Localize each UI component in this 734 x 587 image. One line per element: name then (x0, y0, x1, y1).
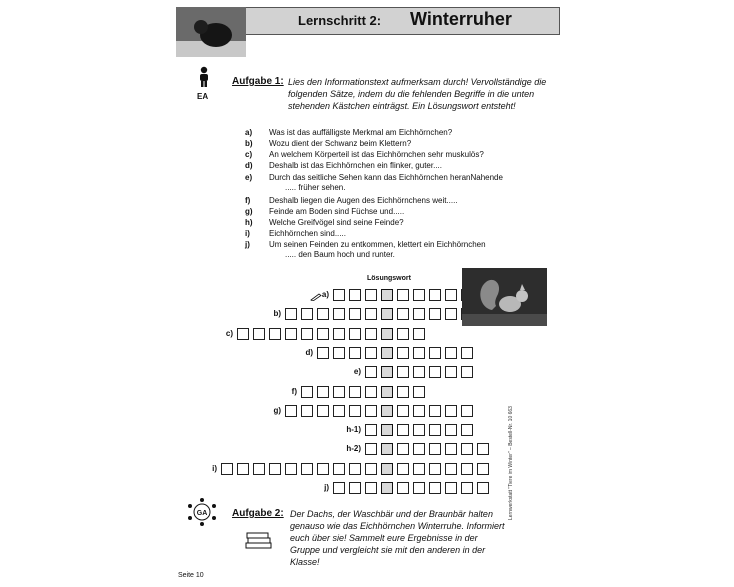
puzzle-cell[interactable] (397, 328, 409, 340)
question-text: Feinde am Boden sind Füchse und..... (269, 207, 405, 216)
puzzle-cell[interactable] (445, 405, 457, 417)
puzzle-cell[interactable] (365, 405, 377, 417)
puzzle-cell[interactable] (365, 366, 377, 378)
question-letter: a) (245, 128, 253, 137)
puzzle-cell[interactable] (397, 386, 409, 398)
puzzle-cell[interactable] (445, 482, 457, 494)
puzzle-cell[interactable] (397, 366, 409, 378)
puzzle-cell[interactable] (429, 463, 441, 475)
puzzle-cell[interactable] (333, 328, 345, 340)
puzzle-cell[interactable] (397, 443, 409, 455)
puzzle-cell[interactable] (301, 308, 313, 320)
puzzle-cell[interactable] (349, 405, 361, 417)
puzzle-cell[interactable] (461, 482, 473, 494)
solution-cell[interactable] (381, 366, 393, 378)
question-text: An welchem Körperteil ist das Eichhörnchen sehr muskulös? (269, 150, 484, 159)
puzzle-row-label: e) (353, 367, 361, 376)
puzzle-cell[interactable] (317, 347, 329, 359)
squirrel-photo (462, 268, 547, 326)
puzzle-cell[interactable] (461, 366, 473, 378)
puzzle-cell[interactable] (445, 308, 457, 320)
puzzle-cell[interactable] (317, 463, 329, 475)
question-text: Welche Greifvögel sind seine Feinde? (269, 218, 404, 227)
puzzle-cell[interactable] (445, 347, 457, 359)
solution-cell[interactable] (381, 482, 393, 494)
puzzle-row-label: c) (225, 329, 233, 338)
puzzle-cell[interactable] (349, 463, 361, 475)
puzzle-cell[interactable] (285, 405, 297, 417)
question-text-continued: ..... früher sehen. (285, 183, 346, 192)
question-letter: g) (245, 207, 253, 216)
solution-cell[interactable] (381, 328, 393, 340)
puzzle-cell[interactable] (333, 308, 345, 320)
puzzle-cell[interactable] (349, 347, 361, 359)
puzzle-cell[interactable] (413, 443, 425, 455)
puzzle-cell[interactable] (365, 443, 377, 455)
puzzle-cell[interactable] (445, 366, 457, 378)
puzzle-cell[interactable] (413, 366, 425, 378)
puzzle-cell[interactable] (413, 308, 425, 320)
puzzle-cell[interactable] (365, 386, 377, 398)
puzzle-cell[interactable] (333, 463, 345, 475)
puzzle-cell[interactable] (429, 308, 441, 320)
puzzle-cell[interactable] (301, 386, 313, 398)
puzzle-cell[interactable] (317, 386, 329, 398)
work-mode-label: EA (197, 92, 209, 101)
puzzle-cell[interactable] (285, 308, 297, 320)
puzzle-cell[interactable] (461, 443, 473, 455)
puzzle-cell[interactable] (413, 405, 425, 417)
puzzle-cell[interactable] (253, 328, 265, 340)
puzzle-cell[interactable] (349, 308, 361, 320)
puzzle-cell[interactable] (301, 463, 313, 475)
puzzle-cell[interactable] (269, 463, 281, 475)
puzzle-cell[interactable] (285, 463, 297, 475)
puzzle-cell[interactable] (445, 443, 457, 455)
puzzle-cell[interactable] (333, 347, 345, 359)
puzzle-cell[interactable] (413, 424, 425, 436)
puzzle-cell[interactable] (413, 289, 425, 301)
puzzle-cell[interactable] (397, 482, 409, 494)
solution-cell[interactable] (381, 424, 393, 436)
puzzle-cell[interactable] (333, 482, 345, 494)
puzzle-cell[interactable] (269, 328, 281, 340)
puzzle-cell[interactable] (333, 386, 345, 398)
puzzle-cell[interactable] (349, 386, 361, 398)
puzzle-cell[interactable] (445, 424, 457, 436)
task2-label: Aufgabe 2: (232, 508, 284, 519)
puzzle-cell[interactable] (461, 405, 473, 417)
puzzle-cell[interactable] (429, 347, 441, 359)
question-text: Deshalb ist das Eichhörnchen ein flinker, guter.... (269, 161, 442, 170)
puzzle-cell[interactable] (397, 347, 409, 359)
books-icon (244, 530, 274, 550)
puzzle-cell[interactable] (477, 443, 489, 455)
question-text: Was ist das auffälligste Merkmal am Eichhörnchen? (269, 128, 453, 137)
puzzle-cell[interactable] (429, 289, 441, 301)
puzzle-cell[interactable] (221, 463, 233, 475)
page-number: Seite 10 (178, 572, 204, 579)
puzzle-cell[interactable] (349, 328, 361, 340)
puzzle-cell[interactable] (461, 424, 473, 436)
puzzle-cell[interactable] (429, 424, 441, 436)
puzzle-cell[interactable] (413, 386, 425, 398)
question-letter: i) (245, 229, 250, 238)
question-letter: d) (245, 161, 253, 170)
question-text: Durch das seitliche Sehen kann das Eichhörnchen heranNahende (269, 173, 503, 182)
puzzle-cell[interactable] (333, 405, 345, 417)
question-letter: j) (245, 240, 250, 249)
puzzle-cell[interactable] (429, 405, 441, 417)
puzzle-cell[interactable] (237, 463, 249, 475)
puzzle-cell[interactable] (365, 328, 377, 340)
puzzle-cell[interactable] (461, 347, 473, 359)
svg-text:GA: GA (196, 510, 208, 517)
puzzle-cell[interactable] (397, 405, 409, 417)
puzzle-cell[interactable] (413, 328, 425, 340)
puzzle-cell[interactable] (349, 482, 361, 494)
question-text: Wozu dient der Schwanz beim Klettern? (269, 139, 412, 148)
puzzle-cell[interactable] (445, 463, 457, 475)
puzzle-cell[interactable] (317, 308, 329, 320)
puzzle-row-label: h-1) (346, 425, 361, 434)
puzzle-cell[interactable] (365, 424, 377, 436)
puzzle-cell[interactable] (365, 463, 377, 475)
puzzle-cell[interactable] (253, 463, 265, 475)
puzzle-cell[interactable] (445, 289, 457, 301)
question-letter: c) (245, 150, 253, 159)
solution-cell[interactable] (381, 405, 393, 417)
puzzle-cell[interactable] (301, 405, 313, 417)
puzzle-cell[interactable] (349, 289, 361, 301)
puzzle-cell[interactable] (397, 424, 409, 436)
puzzle-row-label: g) (273, 406, 281, 415)
group-mode-label (0, 0, 1, 1)
solution-cell[interactable] (381, 386, 393, 398)
solution-cell[interactable] (381, 347, 393, 359)
puzzle-cell[interactable] (429, 482, 441, 494)
puzzle-cell[interactable] (301, 328, 313, 340)
puzzle-cell[interactable] (365, 482, 377, 494)
question-letter: h) (245, 218, 253, 227)
puzzle-cell[interactable] (397, 463, 409, 475)
solution-word-label: Lösungswort (367, 275, 411, 282)
puzzle-cell[interactable] (413, 347, 425, 359)
solution-cell[interactable] (381, 463, 393, 475)
puzzle-cell[interactable] (397, 308, 409, 320)
puzzle-cell[interactable] (413, 463, 425, 475)
puzzle-cell[interactable] (413, 482, 425, 494)
puzzle-row-label: h-2) (346, 444, 361, 453)
puzzle-cell[interactable] (317, 328, 329, 340)
solution-cell[interactable] (381, 289, 393, 301)
page-title: Winterruher (410, 9, 512, 29)
publisher-imprint: Lernwerkstatt "Tiere im Winter" – Bestell-Nr. 10 663 (508, 406, 514, 520)
puzzle-cell[interactable] (429, 443, 441, 455)
puzzle-cell[interactable] (461, 463, 473, 475)
puzzle-row-label: a) (321, 290, 329, 299)
puzzle-cell[interactable] (365, 289, 377, 301)
question-letter: f) (245, 196, 251, 205)
task1-label: Aufgabe 1: (232, 76, 284, 87)
question-letter: b) (245, 139, 253, 148)
puzzle-cell[interactable] (477, 482, 489, 494)
question-text: Um seinen Feinden zu entkommen, klettert ein Eichhörnchen (269, 240, 486, 249)
lesson-label: Lernschritt 2: (298, 13, 382, 28)
puzzle-cell[interactable] (333, 289, 345, 301)
puzzle-cell[interactable] (365, 308, 377, 320)
solution-cell[interactable] (381, 308, 393, 320)
question-text: Eichhörnchen sind..... (269, 229, 346, 238)
puzzle-cell[interactable] (477, 463, 489, 475)
task1-instruction: Lies den Informationstext aufmerksam durch! Vervollständige die folgenden Sätze, indem du die fehlenden Begriffe in die unten stehenden Kästchen einträgst. Ein Lösungswort entsteht! (288, 77, 547, 111)
puzzle-cell[interactable] (317, 405, 329, 417)
puzzle-cell[interactable] (397, 289, 409, 301)
puzzle-cell[interactable] (429, 366, 441, 378)
puzzle-row-label: b) (273, 309, 281, 318)
puzzle-cell[interactable] (365, 347, 377, 359)
task2-text: Der Dachs, der Waschbär und der Braunbär halten genauso wie das Eichhörnchen Winterruhe. Informiert euch über sie! Sammelt eure Ergebnisse in der Gruppe und vergleicht sie mit den anderen in der Klasse! (290, 509, 505, 567)
question-letter: e) (245, 173, 253, 182)
puzzle-row-label: i) (212, 464, 217, 473)
puzzle-cell[interactable] (237, 328, 249, 340)
question-text: Deshalb liegen die Augen des Eichhörnchens weit..... (269, 196, 458, 205)
puzzle-row-label: d) (305, 348, 313, 357)
question-text-continued: ..... den Baum hoch und runter. (285, 250, 395, 259)
solution-cell[interactable] (381, 443, 393, 455)
group-icon (186, 497, 218, 527)
puzzle-cell[interactable] (285, 328, 297, 340)
puzzle-row-label: f) (291, 387, 297, 396)
puzzle-row-label: j) (324, 483, 329, 492)
